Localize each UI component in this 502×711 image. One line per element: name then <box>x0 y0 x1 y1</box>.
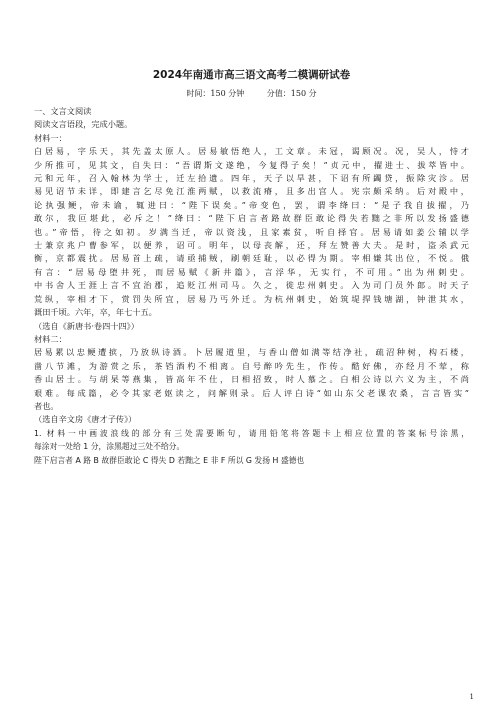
question-1-line: 每涂对一处给 1 分，涂黑超过三处不给分。 <box>34 442 185 452</box>
material-2-label: 材料二： <box>34 333 67 344</box>
material-1-line: 白居易，字乐天，其先盖太原人。居易敏悟绝人，工文章。未冠，谒顾况。况，吴人，恃才 <box>34 146 469 157</box>
material-1-line: 中书舍人王涯上言不宜治郡，追贬江州司马。久之，徙忠州刺史。入为司门员外郎。时天子 <box>34 280 469 291</box>
material-1-line: 敢尔，我叵堪此，必斥之！”绛曰：“陛下启言者路故群臣敢论得失若黜之非所以发扬盛德 <box>34 213 469 224</box>
material-2-line: 者也。 <box>34 400 59 411</box>
material-2-line: 艰难。每成篇，必令其家老妪读之，问解则录。后人评白诗“如山东父老课农桑，言言皆实” <box>34 387 469 398</box>
material-1-line: 元和元年，召入翰林为学士，迁左拾遗。四年，天子以旱甚，下诏有所蠲贷，振除灾沴。居 <box>34 173 469 184</box>
material-1-line: 易见诏节未详，即建言乞尽免江淮两赋，以救流瘠，且多出宫人。宪宗颇采纳。后对殿中， <box>34 186 469 197</box>
material-1-line: 也。”帝悟，待之如初。岁满当迁，帝以资浅，且家素贫，听自择官。居易请如姜公辅以学 <box>34 226 469 237</box>
material-1-label: 材料一： <box>34 132 67 143</box>
exam-time: 时间：150 分钟 <box>186 89 245 98</box>
material-1-line: 有言：“居易母堕井死，而居易赋《新井篇》，言浮华，无实行，不可用。”出为州刺史。 <box>34 266 469 277</box>
page-title: 2024年南通市高三语文高考二模调研试卷 <box>152 69 351 81</box>
section-heading: 一、文言文阅读 <box>34 106 92 116</box>
material-1-line: 荒纵，宰相才下，赏罚失所宜，居易乃丐外迁。为杭州刺史，始筑堤捍钱塘湖，钟泄其水， <box>34 293 469 304</box>
material-1-line: 少所推可，见其文，自失曰：“吾谓斯文遂绝，今复得子矣！”贞元中，擢进士、拔萃皆中。 <box>34 159 469 170</box>
material-2-line: 香山居士。与胡杲等燕集，皆高年不仕，日相招致，时人慕之。白相公诗以六义为主，不尚 <box>34 374 469 385</box>
page-number: 1 <box>469 693 474 701</box>
material-2-line: 居易累以忠鲠遭摈，乃放纵诗酒。卜居履道里，与香山僧如满等结净社，疏沼种树，构石楼， <box>34 347 469 358</box>
question-1-options: 陛下启言者 A 路 B 故群臣敢论 C 得失 D 若黜之 E 非 F 所以 G 发扬 H 盛德也 <box>34 455 305 465</box>
material-1-line: 士兼京兆户曹参军，以便养，诏可。明年，以母丧解，还，拜左赞善大夫。是时，盗杀武元 <box>34 240 469 251</box>
material-2-source: （选自辛文房《唐才子传》） <box>34 414 137 425</box>
material-1-line: 溉田千顷。六年，卒，年七十五。 <box>34 307 157 318</box>
material-1-line: 论执强鲠，帝未谕，辄进曰：“陛下误矣。”帝变色，罢，谓李绛曰：“是子我自拔擢，乃 <box>34 199 469 210</box>
question-1-line: 1. 材料一中画波浪线的部分有三处需要断句，请用铅笔将答题卡上相应位置的答案标号涂黑， <box>34 428 469 438</box>
material-2-line: 凿八节滩，为游赏之乐，茶铛酒杓不相离。自号醉吟先生，作传。酷好佛，亦经月不荤，称 <box>34 360 469 371</box>
exam-score: 分值：150 分 <box>266 89 317 98</box>
exam-meta <box>34 87 469 100</box>
material-1-source: （选自《新唐书·卷四十四》） <box>34 320 139 331</box>
reading-instruction: 阅读文言语段，完成小题。 <box>34 119 133 130</box>
material-1-line: 衡，京都震扰。居易首上疏，请亟捕贼，刷朝廷耻，以必得为期。宰相嫌其出位，不悦。俄 <box>34 253 469 264</box>
